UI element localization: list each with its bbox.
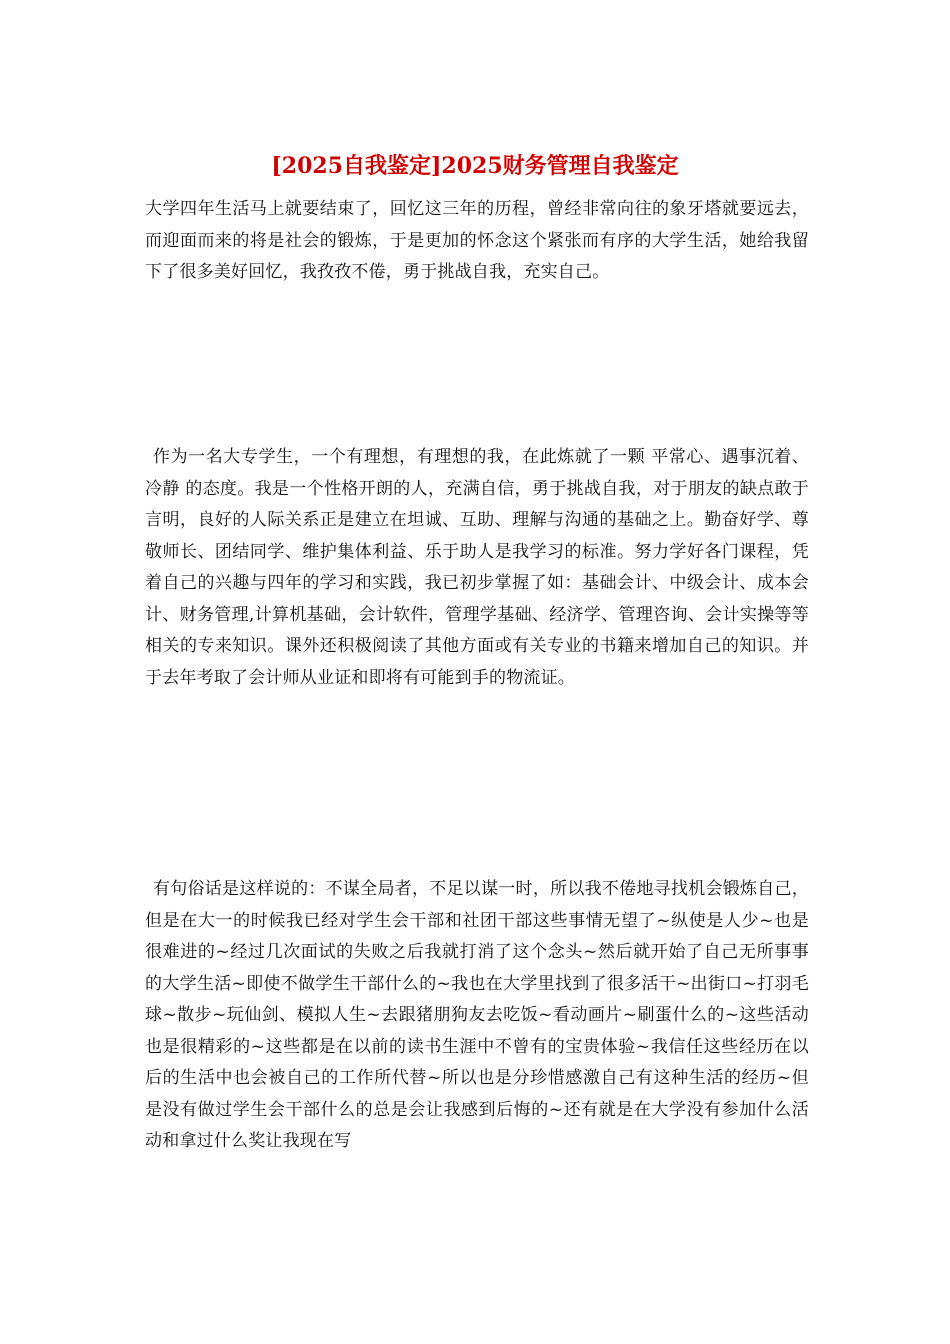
document-title: [2025自我鉴定]2025财务管理自我鉴定	[271, 153, 679, 179]
paragraph-activities: 有句俗话是这样说的：不谋全局者，不足以谋一时，所以我不倦地寻找机会锻炼自己，但是在大一的时候我已经对学生会干部和社团干部这些事情无望了~纵使是人少~也是很难进的~经过几次面试的失败之后我就打消了这个念头~然后就开始了自己无所事事的大学生活~即使不做学生干部什么的~我也在大学里找到了很多活干~出街口~打羽毛球~散步~玩仙剑、模拟人生~去跟猪朋狗友去吃饭~看动画片~刷蛋什么的~这些活动也是很精彩的~这些都是在以前的读书生涯中不曾有的宝贵体验~我信任这些经历在以后的生活中也会被自己的工作所代替~所以也是分珍惜感激自己有这种生活的经历~但是没有做过学生会干部什么的总是会让我感到后悔的~还有就是在大学没有参加什么活动和拿过什么奖让我现在写	[145, 879, 809, 1151]
paragraph-intro: 大学四年生活马上就要结束了，回忆这三年的历程，曾经非常向往的象牙塔就要远去，而迎面而来的将是社会的锻炼，于是更加的怀念这个紧张而有序的大学生活，她给我留下了很多美好回忆，我孜孜不倦，勇于挑战自我，充实自己。	[145, 199, 809, 282]
paragraph-character: 作为一名大专学生，一个有理想，有理想的我，在此炼就了一颗 平常心、遇事沉着、冷静 的态度。我是一个性格开朗的人，充满自信，勇于挑战自我，对于朋友的缺点敢于言明，良好的人际关系正是建立在坦诚、互助、理解与沟通的基础之上。勤奋好学、尊敬师长、团结同学、维护集体利益、乐于助人是我学习的标准。努力学好各门课程，凭着自己的兴趣与四年的学习和实践，我已初步掌握了如：基础会计、中级会计、成本会计、财务管理,计算机基础，会计软件，管理学基础、经济学、管理咨询、会计实操等等相关的专来知识。课外还积极阅读了其他方面或有关专业的书籍来增加自己的知识。并于去年考取了会计师从业证和即将有可能到手的物流证。	[145, 447, 809, 688]
